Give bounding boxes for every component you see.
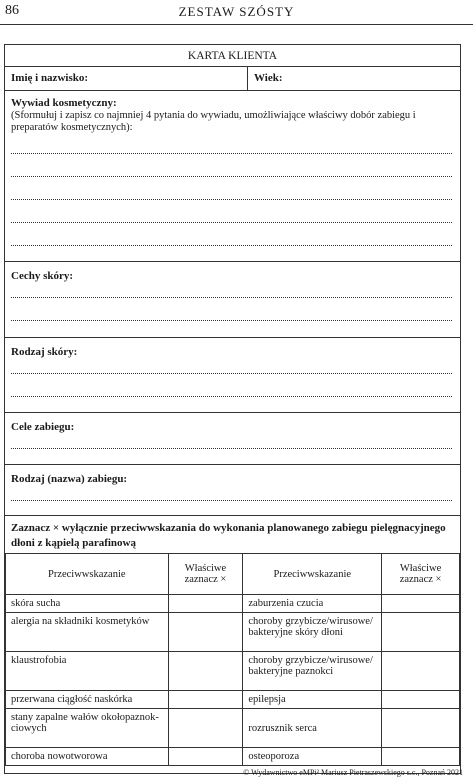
- answer-line[interactable]: [11, 500, 452, 501]
- section-title: ZESTAW SZÓSTY: [178, 4, 295, 19]
- mark-cell[interactable]: [168, 709, 243, 748]
- mark-cell[interactable]: [168, 691, 243, 709]
- skin-features-title: Cechy skóry:: [11, 270, 74, 282]
- contraindication-cell: choroba nowotworowa: [6, 748, 169, 766]
- answer-line[interactable]: [11, 176, 452, 177]
- column-header: Przeciwwskazanie: [6, 554, 169, 595]
- skin-type-title: Rodzaj skóry:: [11, 346, 78, 358]
- answer-line[interactable]: [11, 153, 452, 154]
- table-row: [6, 748, 460, 766]
- instruction-text: Zaznacz × wyłącznie przeciwwskazania do wykonania planowanego zabiegu pielęgnacyjnego dłoni z kąpielą parafinową: [11, 522, 446, 549]
- mark-cell[interactable]: [382, 691, 460, 709]
- answer-line[interactable]: [11, 448, 452, 449]
- card-title: KARTA KLIENTA: [5, 45, 460, 67]
- mark-cell[interactable]: [168, 613, 243, 652]
- answer-line[interactable]: [11, 222, 452, 223]
- mark-cell[interactable]: [168, 748, 243, 766]
- answer-line[interactable]: [11, 199, 452, 200]
- name-age-row: [5, 67, 460, 91]
- name-label: Imię i nazwisko:: [11, 72, 88, 84]
- contraindication-cell: stany zapalne wałów okołopaznok- ciowych: [6, 709, 169, 748]
- contraindication-cell: skóra sucha: [6, 595, 169, 613]
- table-row: [6, 691, 460, 709]
- goals-block: [5, 413, 460, 465]
- answer-line[interactable]: [11, 373, 452, 374]
- contraindication-cell: rozrusznik serca: [243, 709, 382, 748]
- age-label: Wiek:: [254, 72, 283, 84]
- table-row: [6, 709, 460, 748]
- procedure-block: [5, 465, 460, 516]
- table-row: [6, 652, 460, 691]
- mark-cell[interactable]: [168, 595, 243, 613]
- contraindication-cell: osteoporoza: [243, 748, 382, 766]
- answer-line[interactable]: [11, 320, 452, 321]
- interview-block: [5, 91, 460, 262]
- goals-title: Cele zabiegu:: [11, 421, 75, 433]
- contraindication-cell: przerwana ciągłość naskórka: [6, 691, 169, 709]
- table-row: [6, 613, 460, 652]
- mark-cell[interactable]: [382, 613, 460, 652]
- answer-line[interactable]: [11, 396, 452, 397]
- page-header: [0, 0, 473, 25]
- mark-cell[interactable]: [168, 652, 243, 691]
- copyright-footer: © Wydawnictwo eMPi² Mariusz Pietraszewskiego s.c., Poznań 2021: [243, 768, 463, 777]
- skin-type-block: [5, 338, 460, 413]
- mark-cell[interactable]: [382, 709, 460, 748]
- age-cell: [247, 67, 283, 90]
- table-row: [6, 595, 460, 613]
- mark-cell[interactable]: [382, 748, 460, 766]
- interview-title: Wywiad kosmetyczny:: [11, 97, 117, 109]
- mark-cell[interactable]: [382, 652, 460, 691]
- contraindication-cell: zaburzenia czucia: [243, 595, 382, 613]
- answer-line[interactable]: [11, 297, 452, 298]
- mark-cell[interactable]: [382, 595, 460, 613]
- instruction-row: [5, 516, 460, 553]
- contraindications-table: [5, 553, 460, 766]
- skin-features-block: [5, 262, 460, 338]
- column-header: Przeciwwskazanie: [243, 554, 382, 595]
- table-header-row: [6, 554, 460, 595]
- contraindication-cell: klaustrofobia: [6, 652, 169, 691]
- column-header: Właściwe zaznacz ×: [382, 554, 460, 595]
- contraindication-cell: choroby grzybicze/wirusowe/ bakteryjne paznokci: [243, 652, 382, 691]
- contraindication-cell: epilepsja: [243, 691, 382, 709]
- contraindication-cell: choroby grzybicze/wirusowe/ bakteryjne skóry dłoni: [243, 613, 382, 652]
- procedure-title: Rodzaj (nazwa) zabiegu:: [11, 473, 128, 485]
- client-card: [4, 44, 461, 774]
- column-header: Właściwe zaznacz ×: [168, 554, 243, 595]
- interview-note: (Sformułuj i zapisz co najmniej 4 pytania do wywiadu, umożliwiające właściwy dobór zabiegu i preparatów kosmetycznych):: [11, 110, 416, 133]
- page-number: 86: [5, 3, 19, 18]
- contraindication-cell: alergia na składniki kosmetyków: [6, 613, 169, 652]
- answer-line[interactable]: [11, 245, 452, 246]
